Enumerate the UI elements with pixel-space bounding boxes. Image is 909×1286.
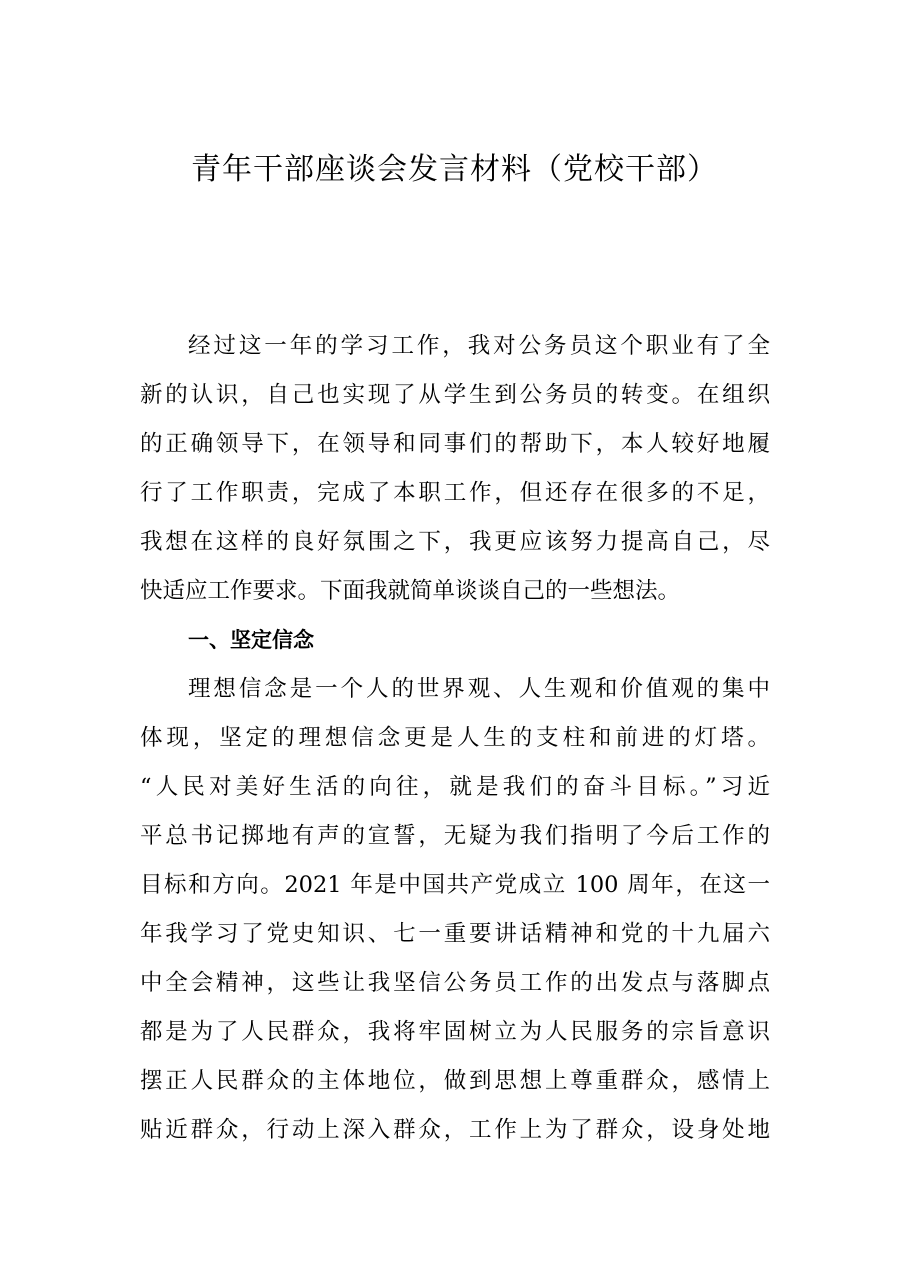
section-line: 都是为了人民群众，我将牢固树立为人民服务的宗旨意识: [140, 1019, 770, 1045]
section-line: 平总书记掷地有声的宣誓，无疑为我们指明了今后工作的: [140, 823, 770, 849]
section-line: 摆正人民群众的主体地位，做到思想上尊重群众，感情上: [140, 1068, 770, 1094]
section-line: “人民对美好生活的向往，就是我们的奋斗目标。”习近: [140, 774, 770, 800]
section-line: 体现，坚定的理想信念更是人生的支柱和前进的灯塔。: [140, 725, 770, 751]
intro-line: 我想在这样的良好氛围之下，我更应该努力提高自己，尽: [140, 529, 770, 555]
intro-line: 行了工作职责，完成了本职工作，但还存在很多的不足，: [140, 480, 770, 506]
section-line: 目标和方向。2021 年是中国共产党成立 100 周年，在这一: [140, 872, 770, 898]
intro-line: 快适应工作要求。下面我就简单谈谈自己的一些想法。: [140, 578, 681, 604]
document-title: 青年干部座谈会发言材料（党校干部）: [191, 152, 718, 187]
section-line: 中全会精神，这些让我坚信公务员工作的出发点与落脚点: [140, 970, 770, 996]
intro-line: 经过这一年的学习工作，我对公务员这个职业有了全: [188, 333, 770, 359]
document-body: [140, 322, 770, 1155]
section-line: 理想信念是一个人的世界观、人生观和价值观的集中: [188, 676, 770, 702]
section-heading: 一、坚定信念: [188, 628, 314, 652]
intro-line: 新的认识，自己也实现了从学生到公务员的转变。在组织: [140, 382, 770, 408]
section-line: 年我学习了党史知识、七一重要讲话精神和党的十九届六: [140, 921, 770, 947]
section-line: 贴近群众，行动上深入群众，工作上为了群众，设身处地: [140, 1117, 770, 1143]
intro-line: 的正确领导下，在领导和同事们的帮助下，本人较好地履: [140, 431, 770, 457]
